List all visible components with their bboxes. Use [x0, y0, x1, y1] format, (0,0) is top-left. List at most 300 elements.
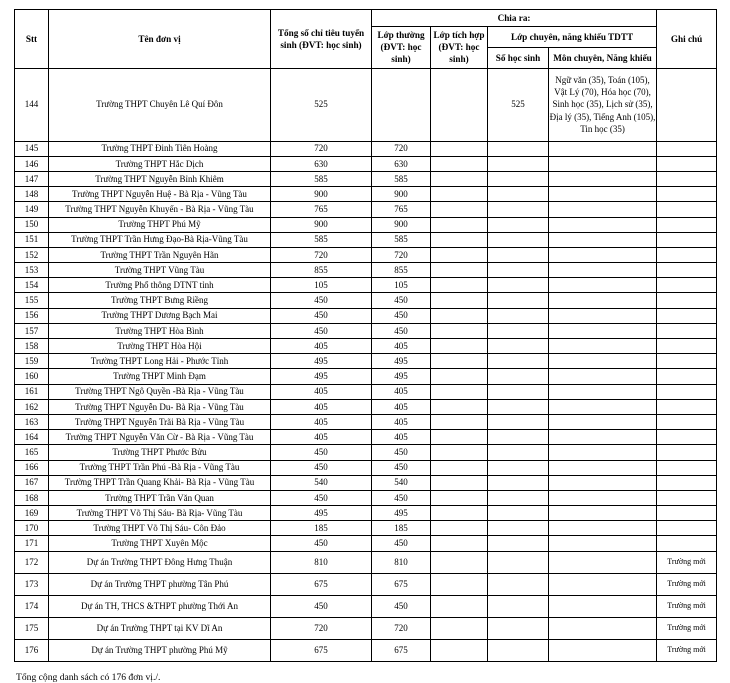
row-spec-subjects	[549, 490, 657, 505]
row-normal-class: 720	[372, 617, 431, 639]
row-stt: 165	[15, 445, 49, 460]
row-spec-students	[488, 171, 549, 186]
row-total-quota: 900	[271, 187, 372, 202]
row-spec-subjects	[549, 460, 657, 475]
header-row-1	[15, 10, 717, 27]
row-stt: 145	[15, 141, 49, 156]
table-row	[15, 490, 717, 505]
row-integrated-class	[431, 202, 488, 217]
table-row	[15, 475, 717, 490]
row-normal-class: 405	[372, 339, 431, 354]
row-spec-subjects	[549, 232, 657, 247]
table-row	[15, 617, 717, 639]
row-unit-name: Dự án TH, THCS &THPT phường Thới An	[49, 595, 271, 617]
row-integrated-class	[431, 354, 488, 369]
row-integrated-class	[431, 187, 488, 202]
row-total-quota: 450	[271, 460, 372, 475]
row-unit-name: Trường THPT Nguyễn Khuyến - Bà Rịa - Vũng Tàu	[49, 202, 271, 217]
row-stt: 147	[15, 171, 49, 186]
column-header-spec-subjects: Môn chuyên, Năng khiếu	[549, 47, 657, 68]
row-spec-students	[488, 490, 549, 505]
row-unit-name: Trường THPT Nguyễn Văn Cừ - Bà Rịa - Vũng Tàu	[49, 430, 271, 445]
row-unit-name: Trường THPT Nguyễn Du- Bà Rịa - Vũng Tàu	[49, 399, 271, 414]
row-integrated-class	[431, 506, 488, 521]
row-spec-subjects	[549, 171, 657, 186]
row-stt: 163	[15, 414, 49, 429]
row-integrated-class	[431, 156, 488, 171]
row-stt: 173	[15, 573, 49, 595]
table-row	[15, 232, 717, 247]
row-integrated-class	[431, 141, 488, 156]
table-row	[15, 369, 717, 384]
row-stt: 153	[15, 263, 49, 278]
row-spec-students	[488, 595, 549, 617]
row-stt: 176	[15, 639, 49, 661]
table-row	[15, 202, 717, 217]
row-note	[657, 263, 717, 278]
row-note	[657, 490, 717, 505]
table-row	[15, 263, 717, 278]
row-integrated-class	[431, 217, 488, 232]
row-spec-subjects	[549, 551, 657, 573]
table-row	[15, 156, 717, 171]
row-note	[657, 232, 717, 247]
row-total-quota: 405	[271, 399, 372, 414]
row-normal-class: 450	[372, 536, 431, 551]
row-spec-subjects	[549, 263, 657, 278]
row-spec-students	[488, 617, 549, 639]
row-note	[657, 293, 717, 308]
table-row	[15, 187, 717, 202]
row-spec-students	[488, 384, 549, 399]
row-normal-class: 450	[372, 490, 431, 505]
row-total-quota: 450	[271, 293, 372, 308]
table-row	[15, 536, 717, 551]
row-total-quota: 495	[271, 506, 372, 521]
row-unit-name: Trường THPT Võ Thị Sáu- Côn Đảo	[49, 521, 271, 536]
row-note	[657, 445, 717, 460]
row-stt: 149	[15, 202, 49, 217]
row-normal-class: 450	[372, 460, 431, 475]
row-total-quota: 405	[271, 430, 372, 445]
row-normal-class: 405	[372, 399, 431, 414]
row-spec-subjects	[549, 339, 657, 354]
row-spec-subjects	[549, 595, 657, 617]
table-row	[15, 354, 717, 369]
enrollment-quota-table	[14, 9, 717, 662]
row-spec-subjects	[549, 217, 657, 232]
table-row	[15, 308, 717, 323]
row-integrated-class	[431, 490, 488, 505]
row-spec-subjects	[549, 156, 657, 171]
table-row	[15, 399, 717, 414]
row-stt: 174	[15, 595, 49, 617]
row-unit-name: Dự án Trường THPT phường Tân Phú	[49, 573, 271, 595]
row-normal-class: 810	[372, 551, 431, 573]
row-spec-students	[488, 639, 549, 661]
row-unit-name: Trường THPT Minh Đạm	[49, 369, 271, 384]
row-stt: 169	[15, 506, 49, 521]
table-row	[15, 445, 717, 460]
row-integrated-class	[431, 247, 488, 262]
row-stt: 170	[15, 521, 49, 536]
row-normal-class: 450	[372, 293, 431, 308]
row-spec-subjects	[549, 445, 657, 460]
total-summary: Tổng cộng danh sách có 176 đơn vị./.	[16, 671, 161, 683]
row-normal-class: 405	[372, 414, 431, 429]
row-spec-students: 525	[488, 68, 549, 141]
row-stt: 152	[15, 247, 49, 262]
row-note	[657, 414, 717, 429]
row-normal-class: 900	[372, 217, 431, 232]
table-body	[15, 68, 717, 661]
row-unit-name: Trường THPT Hắc Dịch	[49, 156, 271, 171]
row-unit-name: Trường THPT Đinh Tiên Hoàng	[49, 141, 271, 156]
row-unit-name: Dự án Trường THPT phường Phú Mỹ	[49, 639, 271, 661]
row-total-quota: 450	[271, 323, 372, 338]
row-spec-subjects	[549, 639, 657, 661]
row-total-quota: 495	[271, 369, 372, 384]
row-normal-class: 585	[372, 232, 431, 247]
row-integrated-class	[431, 339, 488, 354]
row-spec-subjects: Ngữ văn (35), Toán (105), Vật Lý (70), Hóa học (70), Sinh học (35), Lịch sử (35), Địa lý (35), Tiếng Anh (105), Tin học (35)	[549, 68, 657, 141]
row-total-quota: 720	[271, 247, 372, 262]
row-spec-students	[488, 141, 549, 156]
row-spec-students	[488, 460, 549, 475]
row-spec-subjects	[549, 293, 657, 308]
row-note	[657, 323, 717, 338]
row-unit-name: Trường THPT Xuyên Mộc	[49, 536, 271, 551]
row-total-quota: 585	[271, 171, 372, 186]
row-integrated-class	[431, 551, 488, 573]
row-total-quota: 855	[271, 263, 372, 278]
row-integrated-class	[431, 460, 488, 475]
row-integrated-class	[431, 573, 488, 595]
table-row	[15, 217, 717, 232]
table-row	[15, 68, 717, 141]
row-integrated-class	[431, 323, 488, 338]
row-unit-name: Trường THPT Phước Bửu	[49, 445, 271, 460]
row-spec-subjects	[549, 308, 657, 323]
row-spec-students	[488, 156, 549, 171]
row-normal-class: 630	[372, 156, 431, 171]
row-total-quota: 450	[271, 308, 372, 323]
row-integrated-class	[431, 278, 488, 293]
column-header-spec-students: Số học sinh	[488, 47, 549, 68]
column-header-integrated-class: Lớp tích hợp (ĐVT: học sinh)	[431, 27, 488, 68]
row-stt: 155	[15, 293, 49, 308]
row-spec-students	[488, 399, 549, 414]
row-note	[657, 475, 717, 490]
row-spec-students	[488, 521, 549, 536]
row-stt: 160	[15, 369, 49, 384]
row-unit-name: Trường THPT Vũng Tàu	[49, 263, 271, 278]
row-unit-name: Dự án Trường THPT Đông Hưng Thuận	[49, 551, 271, 573]
row-spec-subjects	[549, 521, 657, 536]
row-stt: 148	[15, 187, 49, 202]
row-total-quota: 405	[271, 384, 372, 399]
row-total-quota: 405	[271, 414, 372, 429]
row-spec-students	[488, 247, 549, 262]
row-spec-subjects	[549, 506, 657, 521]
row-stt: 167	[15, 475, 49, 490]
column-header-specialized-group: Lớp chuyên, năng khiếu TDTT	[488, 27, 657, 48]
row-unit-name: Trường THPT Trần Quang Khải- Bà Rịa - Vũng Tàu	[49, 475, 271, 490]
row-unit-name: Trường THPT Phú Mỹ	[49, 217, 271, 232]
row-spec-students	[488, 232, 549, 247]
row-unit-name: Trường THPT Nguyễn Bỉnh Khiêm	[49, 171, 271, 186]
row-integrated-class	[431, 263, 488, 278]
row-note	[657, 247, 717, 262]
row-unit-name: Trường THPT Trần Văn Quan	[49, 490, 271, 505]
row-spec-students	[488, 506, 549, 521]
table-row	[15, 171, 717, 186]
row-integrated-class	[431, 68, 488, 141]
row-note	[657, 521, 717, 536]
row-spec-subjects	[549, 369, 657, 384]
row-unit-name: Trường THPT Nguyễn Huệ - Bà Rịa - Vũng Tàu	[49, 187, 271, 202]
row-unit-name: Trường THPT Trần Nguyên Hãn	[49, 247, 271, 262]
row-normal-class: 675	[372, 573, 431, 595]
row-spec-students	[488, 323, 549, 338]
row-stt: 154	[15, 278, 49, 293]
table-row	[15, 323, 717, 338]
row-integrated-class	[431, 475, 488, 490]
row-spec-subjects	[549, 430, 657, 445]
row-unit-name: Trường THPT Hòa Hội	[49, 339, 271, 354]
table-row	[15, 293, 717, 308]
row-integrated-class	[431, 232, 488, 247]
row-stt: 158	[15, 339, 49, 354]
row-spec-subjects	[549, 617, 657, 639]
row-spec-students	[488, 217, 549, 232]
row-note: Trường mới	[657, 573, 717, 595]
row-total-quota: 450	[271, 536, 372, 551]
row-total-quota: 525	[271, 68, 372, 141]
table-row	[15, 414, 717, 429]
row-note	[657, 202, 717, 217]
row-unit-name: Trường THPT Trần Hưng Đạo-Bà Rịa-Vũng Tàu	[49, 232, 271, 247]
table-row	[15, 595, 717, 617]
row-spec-students	[488, 445, 549, 460]
row-unit-name: Trường THPT Nguyễn Trãi Bà Rịa - Vũng Tàu	[49, 414, 271, 429]
row-spec-students	[488, 551, 549, 573]
row-spec-students	[488, 414, 549, 429]
row-unit-name: Trường THPT Trần Phú -Bà Rịa - Vũng Tàu	[49, 460, 271, 475]
row-integrated-class	[431, 171, 488, 186]
row-note: Trường mới	[657, 617, 717, 639]
row-normal-class: 450	[372, 595, 431, 617]
row-note	[657, 171, 717, 186]
table-row	[15, 639, 717, 661]
row-note	[657, 156, 717, 171]
row-unit-name: Trường Phổ thông DTNT tỉnh	[49, 278, 271, 293]
table-row	[15, 430, 717, 445]
row-spec-students	[488, 293, 549, 308]
row-spec-students	[488, 339, 549, 354]
column-header-split-group: Chia ra:	[372, 10, 657, 27]
row-integrated-class	[431, 384, 488, 399]
row-note	[657, 384, 717, 399]
row-normal-class: 585	[372, 171, 431, 186]
row-stt: 159	[15, 354, 49, 369]
row-total-quota: 900	[271, 217, 372, 232]
row-spec-subjects	[549, 141, 657, 156]
row-spec-subjects	[549, 573, 657, 595]
row-stt: 157	[15, 323, 49, 338]
row-note	[657, 278, 717, 293]
row-stt: 172	[15, 551, 49, 573]
row-integrated-class	[431, 521, 488, 536]
row-note	[657, 141, 717, 156]
row-unit-name: Trường THPT Ngô Quyền -Bà Rịa - Vũng Tàu	[49, 384, 271, 399]
row-spec-subjects	[549, 475, 657, 490]
row-stt: 144	[15, 68, 49, 141]
row-stt: 166	[15, 460, 49, 475]
row-stt: 156	[15, 308, 49, 323]
row-integrated-class	[431, 595, 488, 617]
table-row	[15, 506, 717, 521]
row-unit-name: Trường THPT Dương Bạch Mai	[49, 308, 271, 323]
row-stt: 162	[15, 399, 49, 414]
row-integrated-class	[431, 617, 488, 639]
row-note	[657, 536, 717, 551]
row-stt: 146	[15, 156, 49, 171]
row-spec-subjects	[549, 536, 657, 551]
column-header-note: Ghi chú	[657, 10, 717, 69]
row-spec-students	[488, 573, 549, 595]
row-unit-name: Trường THPT Chuyên Lê Quí Đôn	[49, 68, 271, 141]
row-normal-class: 405	[372, 384, 431, 399]
row-note	[657, 430, 717, 445]
row-total-quota: 720	[271, 141, 372, 156]
row-spec-students	[488, 475, 549, 490]
table-row	[15, 551, 717, 573]
row-total-quota: 720	[271, 617, 372, 639]
row-note	[657, 187, 717, 202]
row-spec-subjects	[549, 247, 657, 262]
table-row	[15, 573, 717, 595]
table-row	[15, 141, 717, 156]
row-unit-name: Trường THPT Hòa Bình	[49, 323, 271, 338]
row-total-quota: 810	[271, 551, 372, 573]
row-total-quota: 450	[271, 490, 372, 505]
row-integrated-class	[431, 536, 488, 551]
table-row	[15, 384, 717, 399]
row-spec-students	[488, 263, 549, 278]
row-total-quota: 765	[271, 202, 372, 217]
row-note	[657, 460, 717, 475]
row-spec-subjects	[549, 414, 657, 429]
row-unit-name: Trường THPT Võ Thị Sáu- Bà Rịa- Vũng Tàu	[49, 506, 271, 521]
row-integrated-class	[431, 308, 488, 323]
row-unit-name: Trường THPT Bưng Riềng	[49, 293, 271, 308]
row-note	[657, 308, 717, 323]
row-integrated-class	[431, 369, 488, 384]
row-spec-students	[488, 536, 549, 551]
row-integrated-class	[431, 430, 488, 445]
row-spec-subjects	[549, 399, 657, 414]
table-row	[15, 247, 717, 262]
row-integrated-class	[431, 293, 488, 308]
row-normal-class: 540	[372, 475, 431, 490]
row-total-quota: 540	[271, 475, 372, 490]
row-integrated-class	[431, 399, 488, 414]
column-header-unit-name: Tên đơn vị	[49, 10, 271, 69]
column-header-stt: Stt	[15, 10, 49, 69]
row-integrated-class	[431, 445, 488, 460]
row-spec-students	[488, 202, 549, 217]
row-total-quota: 495	[271, 354, 372, 369]
row-note	[657, 339, 717, 354]
row-normal-class: 105	[372, 278, 431, 293]
row-spec-subjects	[549, 202, 657, 217]
row-total-quota: 585	[271, 232, 372, 247]
row-note	[657, 399, 717, 414]
row-stt: 151	[15, 232, 49, 247]
row-normal-class: 495	[372, 354, 431, 369]
row-normal-class	[372, 68, 431, 141]
row-total-quota: 630	[271, 156, 372, 171]
row-spec-subjects	[549, 323, 657, 338]
row-normal-class: 855	[372, 263, 431, 278]
table-row	[15, 278, 717, 293]
row-spec-subjects	[549, 384, 657, 399]
row-stt: 175	[15, 617, 49, 639]
row-unit-name: Trường THPT Long Hải - Phước Tỉnh	[49, 354, 271, 369]
row-note: Trường mới	[657, 551, 717, 573]
row-total-quota: 450	[271, 445, 372, 460]
table-row	[15, 339, 717, 354]
row-integrated-class	[431, 639, 488, 661]
row-normal-class: 450	[372, 323, 431, 338]
table-row	[15, 521, 717, 536]
row-note	[657, 217, 717, 232]
row-normal-class: 765	[372, 202, 431, 217]
row-normal-class: 675	[372, 639, 431, 661]
column-header-normal-class: Lớp thường (ĐVT: học sinh)	[372, 27, 431, 68]
row-stt: 171	[15, 536, 49, 551]
row-normal-class: 495	[372, 369, 431, 384]
row-note: Trường mới	[657, 639, 717, 661]
row-spec-students	[488, 308, 549, 323]
row-total-quota: 450	[271, 595, 372, 617]
row-total-quota: 105	[271, 278, 372, 293]
row-total-quota: 405	[271, 339, 372, 354]
table-header	[15, 10, 717, 69]
row-note	[657, 506, 717, 521]
table-row	[15, 460, 717, 475]
row-note	[657, 68, 717, 141]
row-normal-class: 450	[372, 308, 431, 323]
row-normal-class: 720	[372, 247, 431, 262]
row-stt: 161	[15, 384, 49, 399]
row-spec-students	[488, 278, 549, 293]
column-header-total-quota: Tổng số chỉ tiêu tuyển sinh (ĐVT: học sinh)	[271, 10, 372, 69]
row-note	[657, 369, 717, 384]
row-total-quota: 675	[271, 639, 372, 661]
row-normal-class: 185	[372, 521, 431, 536]
row-normal-class: 900	[372, 187, 431, 202]
row-stt: 164	[15, 430, 49, 445]
row-spec-subjects	[549, 354, 657, 369]
row-spec-subjects	[549, 278, 657, 293]
row-total-quota: 185	[271, 521, 372, 536]
row-stt: 168	[15, 490, 49, 505]
row-total-quota: 675	[271, 573, 372, 595]
row-normal-class: 450	[372, 445, 431, 460]
row-note	[657, 354, 717, 369]
